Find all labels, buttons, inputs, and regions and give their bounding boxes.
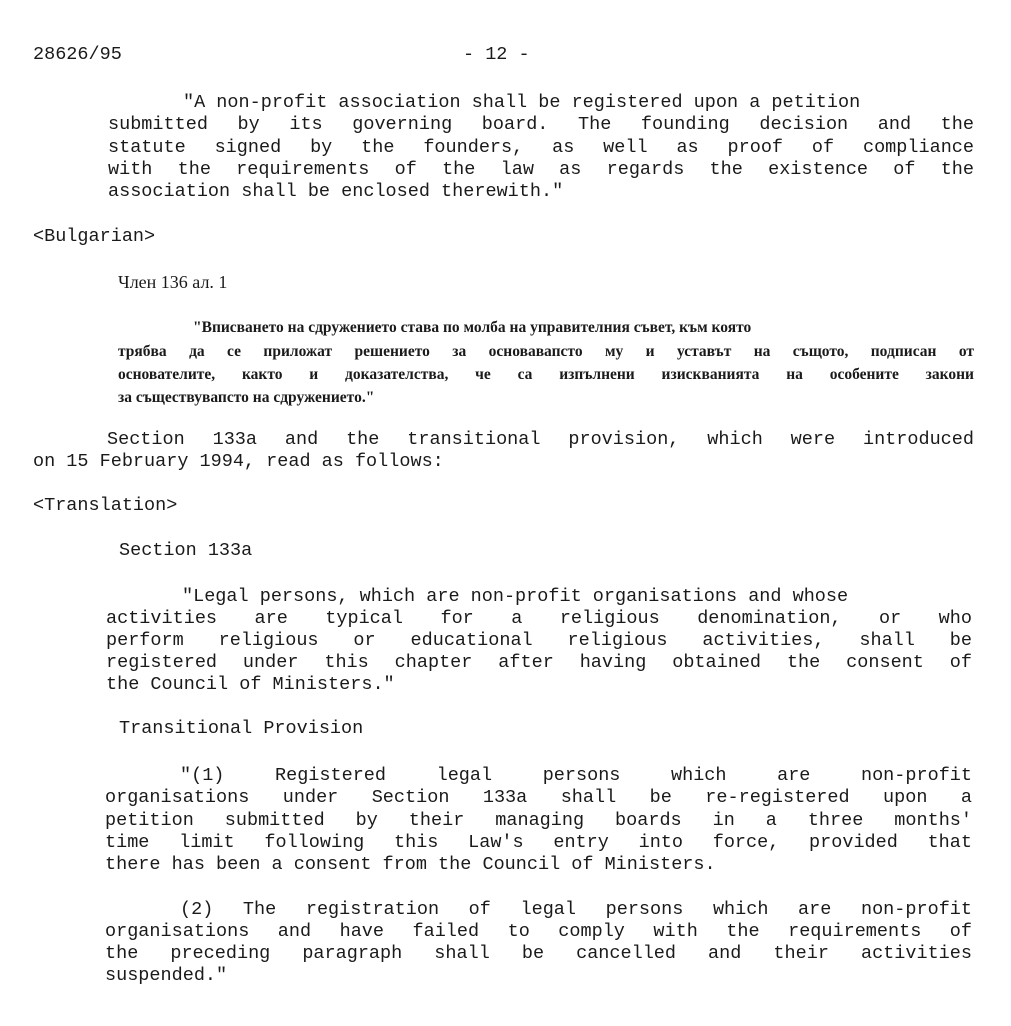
bulgarian-article-heading: Член 136 ал. 1 — [118, 272, 228, 292]
transitional-line: organisations under Section 133a shall be re-registered upon a — [105, 787, 972, 808]
quote-line: association shall be enclosed therewith." — [108, 181, 564, 202]
quote-line: with the requirements of the law as regards the existence of the — [108, 159, 974, 180]
transitional-line: suspended." — [105, 965, 228, 986]
bulgarian-line: "Вписването на сдружението става по молба на управителния съвет, към която — [193, 319, 752, 336]
transitional-line: the preceding paragraph shall be cancelled and their activities — [105, 943, 972, 964]
intro-line: Section 133a and the transitional provision, which were introduced — [107, 429, 974, 450]
quote-line: submitted by its governing board. The founding decision and the — [108, 114, 974, 135]
intro-line: on 15 February 1994, read as follows: — [33, 451, 444, 472]
section-133a-line: registered under this chapter after having obtained the consent of — [106, 652, 972, 673]
transitional-line: time limit following this Law's entry into force, provided that — [105, 832, 972, 853]
bulgarian-line: за съществувапсто на сдружението." — [118, 389, 375, 406]
document-reference: 28626/95 — [33, 44, 122, 65]
quote-line: statute signed by the founders, as well as proof of compliance — [108, 137, 974, 158]
transitional-line: "(1) Registered legal persons which are non-profit — [180, 765, 972, 786]
transitional-line: there has been a consent from the Council of Ministers. — [105, 854, 716, 875]
bulgarian-tag: <Bulgarian> — [33, 226, 156, 247]
section-133a-heading: Section 133a — [119, 540, 253, 561]
transitional-line: (2) The registration of legal persons which are non-profit — [180, 899, 972, 920]
bulgarian-line: трябва да се приложат решението за основавапсто му и уставът на същото, подписан от — [118, 343, 974, 360]
section-133a-line: perform religious or educational religious activities, shall be — [106, 630, 972, 651]
translation-tag: <Translation> — [33, 495, 178, 516]
quote-line: "A non-profit association shall be registered upon a petition — [183, 92, 861, 113]
section-133a-line: "Legal persons, which are non-profit organisations and whose — [182, 586, 849, 607]
page-number: - 12 - — [463, 44, 530, 65]
transitional-provision-heading: Transitional Provision — [119, 718, 364, 739]
section-133a-line: the Council of Ministers." — [106, 674, 395, 695]
bulgarian-line: основателите, както и доказателства, че са изпълнени изискванията на особените закони — [118, 366, 974, 383]
transitional-line: petition submitted by their managing boards in a three months' — [105, 810, 972, 831]
section-133a-line: activities are typical for a religious denomination, or who — [106, 608, 972, 629]
transitional-line: organisations and have failed to comply with the requirements of — [105, 921, 972, 942]
